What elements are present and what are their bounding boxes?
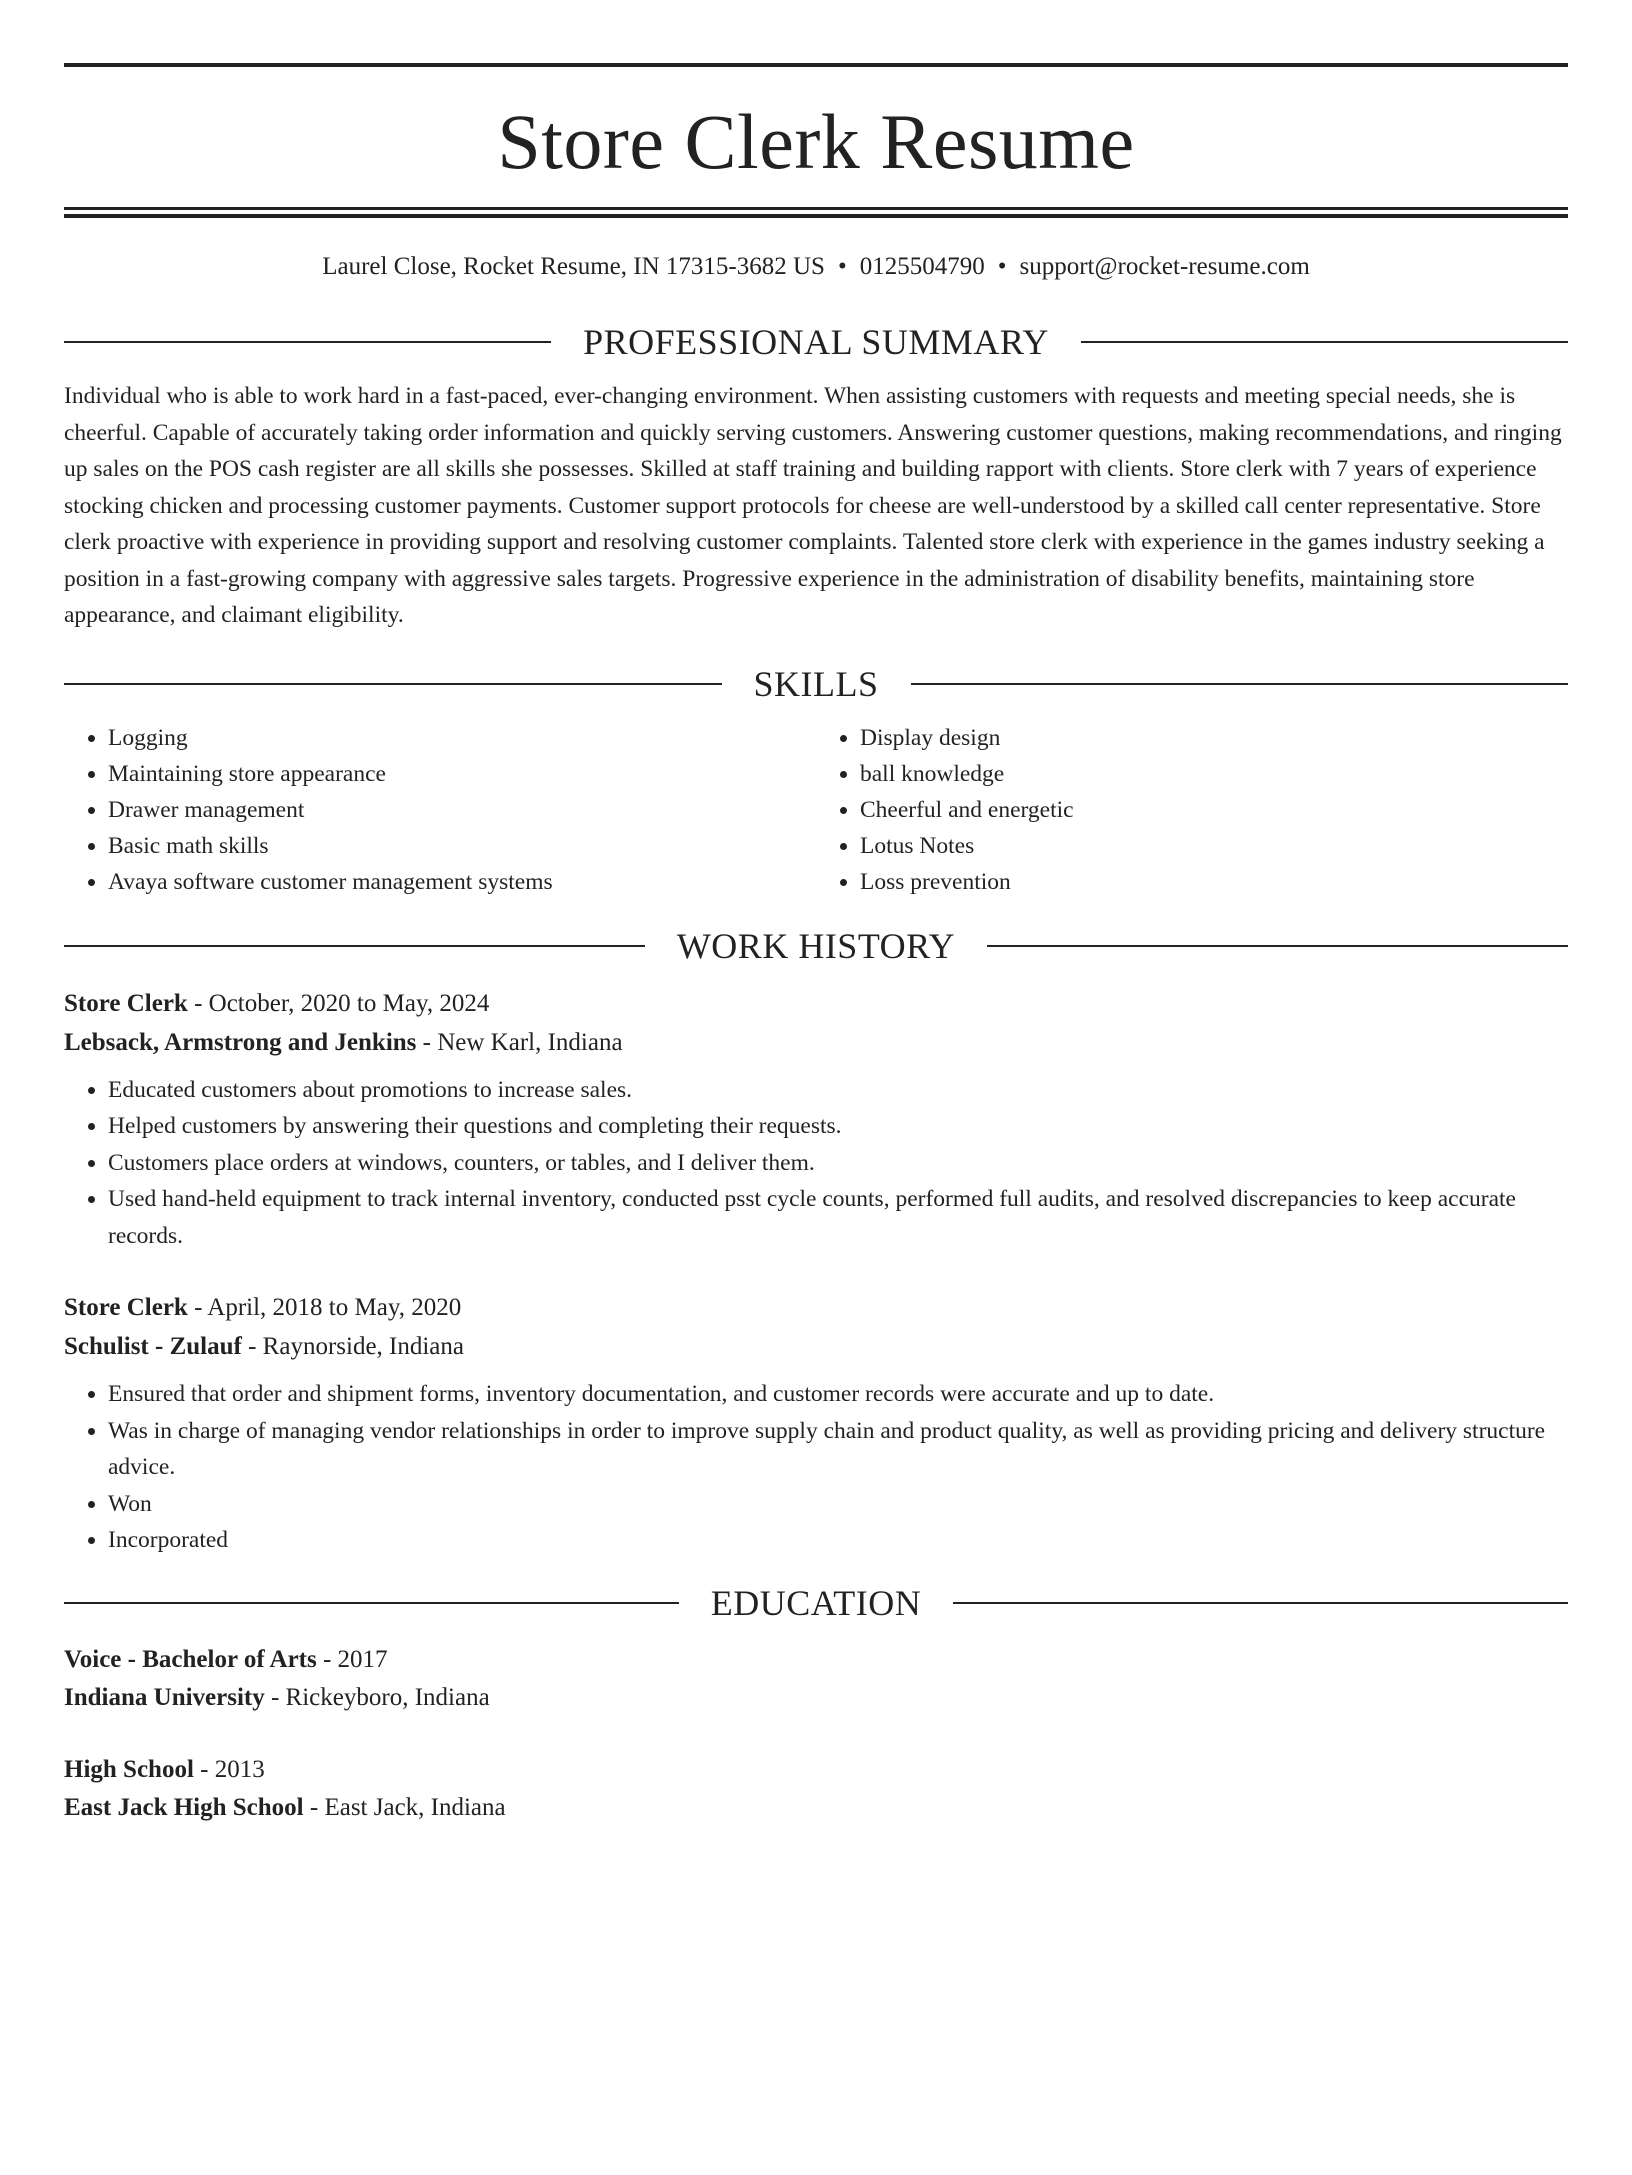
job-company-line [64,1023,1568,1062]
skill-item: • ball knowledge [860,756,1568,792]
job-company: Schulist - Zulauf [64,1333,242,1360]
job-title: Store Clerk [64,1294,188,1321]
section-title: PROFESSIONAL SUMMARY [583,322,1049,362]
section-title: WORK HISTORY [676,925,956,966]
education-year: - 2017 [316,1645,388,1673]
job-location: - New Karl, Indiana [416,1028,623,1056]
job-bullet: • Ensured that order and shipment forms, inventory documentation, and customer records were accurate and up to date. [108,1376,1568,1413]
skill-item: • Logging [108,720,816,756]
section-title: EDUCATION [710,1582,922,1623]
job-title: Store Clerk [64,989,188,1017]
heading-rule [911,683,1569,685]
job-dates: - April, 2018 to May, 2020 [187,1294,462,1321]
education-entry [64,1751,1568,1827]
education-school-line [64,1789,1568,1827]
contact-separator: • [997,253,1007,280]
section-heading-work [64,926,1568,966]
skill-item: • Display design [860,720,1568,756]
job-bullet: • Used hand-held equipment to track internal inventory, conducted psst cycle counts, performed full audits, and resolved discrepancies to keep accurate records. [108,1181,1568,1254]
education-school-line [64,1679,1568,1717]
education-degree-line [64,1751,1568,1789]
section-heading-summary [64,322,1568,362]
skill-item: • Avaya software customer management systems [108,864,816,900]
job-company: Lebsack, Armstrong and Jenkins [64,1028,417,1056]
heading-rule [64,341,551,343]
resume-title: Store Clerk Resume [497,98,1135,185]
education-entry [64,1641,1568,1717]
job-bullet: • Incorporated [108,1522,1568,1559]
job-entry [64,1288,1568,1559]
heading-rule [64,945,645,947]
education-school: East Jack High School [64,1793,304,1821]
education-degree: Voice - Bachelor of Arts [64,1645,317,1673]
skills-column-left [64,720,816,900]
contact-phone: 0125504790 [859,253,985,280]
contact-separator: • [837,253,847,280]
job-bullet: • Customers place orders at windows, counters, or tables, and I deliver them. [108,1145,1568,1182]
education-degree: High School [64,1755,194,1783]
heading-rule [953,1602,1568,1604]
job-bullet: • Helped customers by answering their questions and completing their requests. [108,1108,1568,1145]
skill-item: • Basic math skills [108,828,816,864]
contact-line [64,252,1568,282]
section-title: SKILLS [753,663,879,704]
heading-rule [64,683,722,685]
title-double-rule [64,207,1568,218]
job-title-line [64,984,1568,1023]
top-rule [64,63,1568,67]
job-company-line [64,1327,1568,1366]
heading-rule [987,945,1568,947]
job-entry [64,984,1568,1255]
job-bullet: • Was in charge of managing vendor relationships in order to improve supply chain and product quality, as well as providing pricing and delivery structure advice. [108,1413,1568,1486]
job-location: - Raynorside, Indiana [241,1333,464,1360]
education-location: - East Jack, Indiana [303,1793,506,1821]
section-heading-skills [64,664,1568,704]
job-bullets [64,1376,1568,1559]
contact-address: Laurel Close, Rocket Resume, IN 17315-3682 US [322,253,825,280]
job-bullets [64,1072,1568,1255]
heading-rule [1081,341,1568,343]
skill-item: • Cheerful and energetic [860,792,1568,828]
skill-item: • Lotus Notes [860,828,1568,864]
job-title-line [64,1288,1568,1327]
skills-list [64,720,1568,900]
job-bullet: • Educated customers about promotions to increase sales. [108,1072,1568,1109]
education-school: Indiana University [64,1683,265,1711]
job-bullet: • Won [108,1486,1568,1523]
skills-column-right [816,720,1568,900]
resume-page [0,63,1632,2175]
skill-item: • Drawer management [108,792,816,828]
skill-item: • Loss prevention [860,864,1568,900]
job-dates: - October, 2020 to May, 2024 [187,989,490,1017]
heading-rule [64,1602,679,1604]
contact-email: support@rocket-resume.com [1019,253,1310,280]
education-year: - 2013 [193,1755,265,1783]
section-heading-education [64,1583,1568,1623]
education-location: - Rickeyboro, Indiana [264,1683,490,1711]
education-degree-line [64,1641,1568,1679]
skill-item: • Maintaining store appearance [108,756,816,792]
summary-paragraph: Individual who is able to work hard in a fast-paced, ever-changing environment. When assisting customers with requests and meeting special needs, she is cheerful. Capable of accurately taking order information and quickly serving customers. Answering customer questions, making recommendations, and ringing up sales on the POS cash register are all skills she possesses. Skilled at staff training and building rapport with clients. Store clerk with 7 years of experience stocking chicken and processing customer payments. Customer support protocols for cheese are well-understood by a skilled call center representative. Store clerk proactive with experience in providing support and resolving customer complaints. Talented store clerk with experience in the games industry seeking a position in a fast-growing company with aggressive sales targets. Progressive experience in the administration of disability benefits, maintaining store appearance, and claimant eligibility. [64,383,1562,628]
